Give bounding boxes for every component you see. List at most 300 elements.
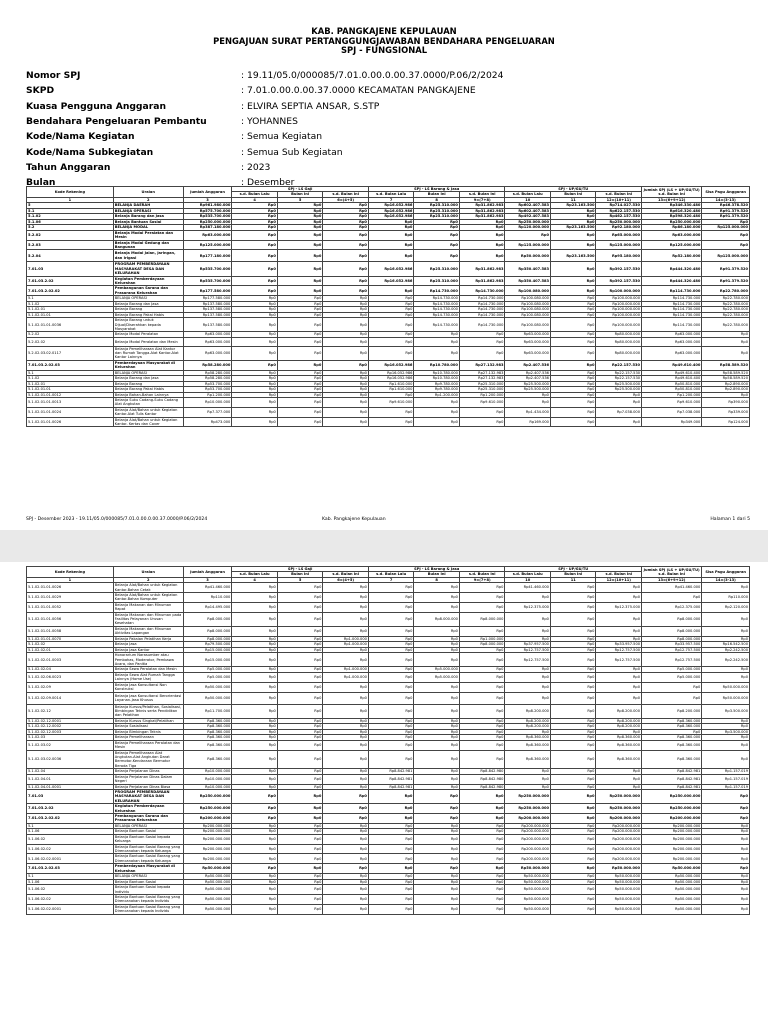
cell-kode: 5.1.06.02.02.0001 [27,854,114,864]
cell-amount: Rp0 [368,346,414,360]
cell-amount: Rp8.842.981 [642,769,702,775]
cell-amount: Rp25.310.000 [414,203,460,209]
cell-amount: Rp0 [232,844,278,854]
cell-amount: Rp53.700.000 [183,381,232,387]
cell-amount: Rp80.000.000 [596,346,642,360]
cell-amount: Rp0 [550,647,596,653]
col-up-sd-lalu: s.d. Bulan Lalu [505,572,551,577]
cell-amount: Rp200.000.000 [596,834,642,844]
cell-amount: Rp8.000.000 [183,636,232,642]
cell-amount: Rp0 [323,219,369,225]
info-label: Nomor SPJ [26,70,81,82]
table-row [27,318,750,332]
cell-kode: 5.2.02 [27,230,114,240]
column-number: 8 [414,197,460,202]
cell-amount: Rp137.580.000 [183,318,232,332]
table-row [27,407,750,417]
cell-amount: Rp0 [368,219,414,225]
col-group-barang-jasa: SPJ - LS Barang & Jasa [368,187,505,192]
cell-amount: Rp0 [277,740,323,750]
cell-amount: Rp0 [550,612,596,626]
col-up-sd-ini: s.d. Bulan Ini [596,192,642,197]
cell-amount: Rp0 [277,407,323,417]
cell-amount: Rp0 [277,735,323,741]
cell-uraian: Belanja Alat/Bahan untuk Kegiatan Kantor- Kertas dan Cover [113,417,183,427]
cell-amount: Rp1.000.000 [459,636,505,642]
cell-amount: Rp8.842.981 [642,774,702,784]
cell-amount: Rp0 [323,230,369,240]
cell-amount: Rp8.842.980 [459,784,505,790]
cell-amount: Rp0 [414,834,460,844]
cell-kode: 5.1.02.04.01 [27,774,114,784]
cell-amount: Rp250.000.000 [642,804,702,814]
cell-amount: Rp14.730.000 [459,286,505,296]
col-barang-bulan-ini: Bulan Ini [414,192,460,197]
col-kode-rekening: Kode Rekening [27,567,114,578]
cell-amount: Rp444.320.480 [642,262,702,276]
cell-amount: Rp2.890.000 [702,381,750,387]
cell-kode: 5.1.02.03.02 [27,740,114,750]
cell-kode: 5.1.02.02.09 [27,682,114,692]
cell-amount: Rp0 [277,593,323,603]
cell-amount: Rp0 [232,376,278,382]
cell-amount: Rp8.842.981 [368,769,414,775]
cell-amount: Rp0 [459,804,505,814]
cell-amount: Rp12.757.500 [642,647,702,653]
cell-uraian: Belanja Kursus/Pelatihan, Sosialisasi, Bimbingan Teknis serta Pendidikan dan Pelatihan [113,704,183,718]
cell-amount: Rp8.000.000 [183,612,232,626]
cell-amount: Rp0 [550,392,596,398]
cell-amount: Rp22.780.000 [702,286,750,296]
cell-amount: Rp0 [702,879,750,885]
header-title: PENGAJUAN SURAT PERTANGGUNGJAWABAN BENDAHARA PENGELUARAN [213,35,555,46]
column-number: 14=(3-13) [702,197,750,202]
cell-kode: 5.1.02.02.12.0002 [27,724,114,730]
col-group-up-gu-tu: SPJ - UP/GU/TU [505,567,642,572]
cell-amount: Rp0 [550,626,596,636]
cell-kode: 5.1 [27,874,114,880]
cell-amount: Rp0 [459,583,505,593]
cell-amount: Rp31.862.983 [459,276,505,286]
cell-amount: Rp535.700.000 [183,276,232,286]
cell-amount: Rp14.730.000 [459,296,505,302]
cell-amount: Rp0 [323,262,369,276]
cell-amount: Rp0 [550,823,596,829]
cell-amount: Rp250.000.000 [596,790,642,804]
cell-amount: Rp0 [414,240,460,250]
cell-amount: Rp0 [368,647,414,653]
cell-uraian: Belanja Pemeliharaan Peralatan dan Mesin [113,740,183,750]
cell-amount: Rp0 [459,682,505,692]
cell-amount: Rp16.052.986 [368,360,414,370]
cell-amount: Rp0 [368,225,414,231]
cell-amount: Rp25.500.000 [505,387,551,393]
cell-amount: Rp50.000.000 [183,874,232,880]
cell-amount: Rp0 [368,894,414,904]
cell-amount: Rp0 [232,879,278,885]
cell-amount: Rp0 [323,729,369,735]
cell-amount: Rp0 [232,692,278,704]
cell-amount: Rp58.280.000 [183,376,232,382]
cell-amount: Rp200.000.000 [505,844,551,854]
cell-amount: Rp200.000.000 [596,814,642,824]
cell-amount: Rp14.730.000 [414,286,460,296]
cell-amount: Rp0 [232,626,278,636]
table-row [27,286,750,296]
cell-amount: Rp8.200.000 [505,718,551,724]
cell-amount: Rp58.280.000 [183,370,232,376]
cell-uraian: BELANJA OPERASI [113,208,183,214]
cell-amount: Rp22.157.530 [596,376,642,382]
cell-amount: Rp0 [414,417,460,427]
cell-amount: Rp0 [323,804,369,814]
cell-amount: Rp0 [550,301,596,307]
col-gaji-sd-lalu: s.d. Bulan Lalu [232,572,278,577]
cell-amount: Rp0 [459,823,505,829]
cell-uraian: Belanja Bantuan Sosial Barang yang Direncanakan kepada Keluarga [113,844,183,854]
cell-amount: Rp50.810.000 [642,387,702,393]
cell-amount: Rp0 [414,854,460,864]
cell-amount: Rp0 [550,214,596,220]
cell-amount: Rp0 [550,844,596,854]
cell-amount: Rp0 [232,208,278,214]
cell-amount: Rp8.360.000 [596,735,642,741]
cell-amount: Rp0 [505,636,551,642]
cell-amount: Rp0 [414,769,460,775]
cell-amount: Rp0 [232,602,278,612]
cell-amount: Rp100.080.000 [505,312,551,318]
cell-amount: Rp50.000.000 [183,682,232,692]
cell-amount: Rp50.000.000 [596,885,642,895]
info-row-bendahara [26,114,746,129]
col-up-sd-ini: s.d. Bulan Ini [596,572,642,577]
col-up-sd-lalu: s.d. Bulan Lalu [505,192,551,197]
cell-amount: Rp0 [368,612,414,626]
cell-amount: Rp0 [277,718,323,724]
column-number: 14=(3-13) [702,577,750,582]
cell-amount: Rp8.360.000 [596,750,642,769]
cell-amount: Rp0 [232,612,278,626]
cell-amount: Rp0 [323,864,369,874]
col-barang-sd-lalu: s.d. Bulan Lalu [368,572,414,577]
cell-amount: Rp114.730.000 [642,286,702,296]
cell-amount: Rp200.000.000 [183,814,232,824]
cell-amount: Rp0 [459,879,505,885]
cell-amount: Rp0 [323,208,369,214]
cell-amount: Rp0 [596,692,642,704]
cell-amount: Rp63.000.000 [642,337,702,346]
cell-amount: Rp22.780.000 [702,307,750,313]
table-header [27,567,750,583]
column-number: 3 [183,577,232,582]
col-gaji-sd-lalu: s.d. Bulan Lalu [232,192,278,197]
cell-amount: Rp0 [368,230,414,240]
cell-amount: Rp0 [323,784,369,790]
cell-uraian: Belanja Modal Peralatan dan Mesin [113,230,183,240]
cell-amount: Rp50.000.000 [183,864,232,874]
cell-amount: Rp0 [596,392,642,398]
cell-kode: 5.1 [27,296,114,302]
cell-amount: Rp200.000.000 [183,823,232,829]
cell-uraian: Belanja Jasa Konsultansi Non Konstruksi [113,682,183,692]
cell-kode: 5.1.02.01.01.0013 [27,398,114,408]
cell-amount: Rp1.434.000 [505,407,551,417]
cell-amount: Rp0 [323,724,369,730]
cell-amount: Rp0 [232,392,278,398]
cell-amount: Rp12.757.500 [505,653,551,667]
cell-amount: Rp0 [232,219,278,225]
cell-uraian: Belanja Perjalanan Dinas [113,769,183,775]
cell-amount: Rp0 [232,381,278,387]
cell-kode: 5.1 [27,208,114,214]
cell-amount: Rp12.757.500 [596,647,642,653]
cell-amount: Rp0 [232,214,278,220]
cell-kode: 5.1.02.01.01.0026 [27,417,114,427]
cell-amount: Rp0 [550,904,596,914]
cell-amount: Rp0 [459,854,505,864]
cell-amount: Rp63.000.000 [183,332,232,338]
cell-amount: Rp0 [414,636,460,642]
cell-amount: Rp0 [323,854,369,864]
cell-amount: Rp0 [232,790,278,804]
cell-kode: 5.1.02.01.01.0070 [27,636,114,642]
cell-amount: Rp8.000.000 [183,626,232,636]
cell-kode: 5.1.02.01.01.0056 [27,612,114,626]
cell-amount: Rp0 [702,790,750,804]
cell-amount: Rp37.957.500 [505,642,551,648]
cell-uraian: Belanja Barang dan Jasa [113,301,183,307]
cell-uraian: Belanja Suku Cadang-Suku Cadang Alat Angkutan [113,398,183,408]
cell-amount: Rp49.610.400 [642,360,702,370]
cell-amount: Rp0 [368,864,414,874]
cell-amount: Rp100.000.000 [596,318,642,332]
cell-amount: Rp0 [232,667,278,673]
cell-amount: Rp0 [368,829,414,835]
cell-amount: Rp27.132.983 [459,370,505,376]
col-jumlah-anggaran: Jumlah Anggaran [183,187,232,198]
cell-kode: 7.01.03.2.02.02 [27,814,114,824]
cell-amount: Rp0 [414,250,460,262]
info-label: Bendahara Pengeluaran Pembantu [26,116,207,128]
cell-kode: 5.1.02.03.02.0036 [27,750,114,769]
cell-amount: Rp0 [323,874,369,880]
cell-amount: Rp492.407.583 [505,214,551,220]
cell-amount: Rp14.730.000 [459,312,505,318]
cell-kode: 5.2.04 [27,250,114,262]
column-number: 2 [113,577,183,582]
info-value: : 7.01.0.00.0.00.37.0000 KECAMATAN PANGKAJENE [241,85,476,97]
cell-amount: Rp0 [459,346,505,360]
cell-amount: Rp80.000.000 [596,332,642,338]
cell-amount: Rp110.000 [183,593,232,603]
info-row-subkegiatan [26,144,746,159]
cell-amount: Rp46.378.520 [702,203,750,209]
cell-amount: Rp50.000.000 [183,879,232,885]
cell-amount: Rp250.000.000 [505,804,551,814]
cell-amount: Rp0 [277,262,323,276]
cell-amount: Rp50.000.000 [596,879,642,885]
table-row [27,854,750,864]
cell-kode: 5.1.02.01.01.0052 [27,602,114,612]
cell-amount: Rp0 [277,844,323,854]
cell-amount: Rp0 [414,844,460,854]
cell-amount: Rp0 [277,360,323,370]
cell-amount: Rp200.000.000 [505,854,551,864]
cell-amount: Rp0 [323,790,369,804]
cell-amount: Rp0 [368,583,414,593]
cell-uraian: Belanja Sosialisasi [113,724,183,730]
cell-amount: Rp23.163.500 [550,203,596,209]
cell-amount: Rp0 [368,318,414,332]
column-number: 3 [183,197,232,202]
cell-amount: Rp0 [323,381,369,387]
cell-amount: Rp124.000 [702,417,750,427]
cell-amount: Rp0 [323,240,369,250]
cell-amount: Rp0 [459,704,505,718]
cell-amount: Rp0 [323,626,369,636]
cell-amount: Rp0 [596,417,642,427]
cell-amount: Rp0 [702,823,750,829]
cell-amount: Rp0 [550,653,596,667]
cell-amount: Rp0 [459,735,505,741]
cell-kode: 5.1.06.02.02 [27,894,114,904]
cell-amount: Rp0 [368,286,414,296]
cell-amount: Rp16.052.986 [368,203,414,209]
cell-amount: Rp0 [459,240,505,250]
cell-uraian: Belanja Jasa Kantor [113,647,183,653]
cell-amount: Rp0 [277,636,323,642]
cell-amount: Rp50.000.000 [702,682,750,692]
cell-uraian: Belanja Bahan-Bahan Lainnya [113,392,183,398]
cell-amount: Rp25.310.000 [414,208,460,214]
cell-amount: Rp0 [550,774,596,784]
cell-amount: Rp137.580.000 [183,307,232,313]
cell-amount: Rp14.495.000 [183,602,232,612]
cell-amount: Rp0 [232,735,278,741]
cell-amount: Rp0 [505,729,551,735]
cell-amount: Rp0 [323,286,369,296]
cell-amount: Rp0 [323,834,369,844]
cell-uraian: Belanja Bantuan Sosial Barang yang Direncanakan kepada Individu [113,894,183,904]
cell-amount: Rp0 [323,653,369,667]
cell-amount: Rp0 [459,904,505,914]
cell-amount: Rp0 [232,225,278,231]
cell-amount: Rp0 [277,208,323,214]
table-row [27,262,750,276]
cell-amount: Rp0 [642,682,702,692]
cell-kode: 5.1.02.01.01.0024 [27,407,114,417]
cell-amount: Rp0 [277,417,323,427]
cell-amount: Rp0 [550,417,596,427]
cell-amount: Rp0 [459,219,505,225]
cell-amount: Rp387.180.000 [183,225,232,231]
cell-kode: 5.1.06 [27,219,114,225]
cell-amount: Rp0 [550,769,596,775]
cell-amount: Rp8.360.000 [505,750,551,769]
cell-amount: Rp14.730.000 [459,301,505,307]
cell-amount: Rp200.000.000 [642,834,702,844]
cell-amount: Rp0 [550,360,596,370]
cell-kode: 5.1.02.01.01 [27,387,114,393]
cell-amount: Rp8.842.980 [459,774,505,784]
col-barang-sd-ini: s.d. Bulan Ini [459,572,505,577]
cell-amount: Rp0 [323,740,369,750]
cell-amount: Rp0 [277,823,323,829]
cell-amount: Rp0 [550,667,596,673]
cell-amount: Rp0 [277,894,323,904]
cell-amount: Rp63.000.000 [183,230,232,240]
cell-kode: 5.2.02 [27,332,114,338]
cell-uraian: BELANJA OPERASI [113,370,183,376]
cell-amount: Rp0 [323,750,369,769]
cell-amount: Rp0 [232,834,278,844]
column-number: 6=(4+5) [323,577,369,582]
cell-amount: Rp0 [323,312,369,318]
info-label: Bulan [26,177,56,189]
table-row [27,814,750,824]
cell-kode: 7.01.03 [27,790,114,804]
cell-amount: Rp0 [702,735,750,741]
cell-amount: Rp8.360.000 [642,740,702,750]
cell-amount: Rp0 [277,790,323,804]
cell-amount: Rp0 [550,692,596,704]
cell-amount: Rp0 [414,885,460,895]
cell-kode: 5.1.02.01.01.0036 [27,318,114,332]
cell-amount: Rp0 [323,583,369,593]
cell-amount: Rp9.610.000 [368,398,414,408]
cell-amount: Rp0 [232,864,278,874]
cell-amount: Rp0 [232,894,278,904]
cell-amount: Rp0 [277,307,323,313]
cell-amount: Rp114.730.000 [642,301,702,307]
info-row-kuasa-pengguna [26,99,746,114]
cell-amount: Rp0 [550,885,596,895]
footer-page-number: Halaman 1 dari 5 [710,517,750,522]
column-number: 7 [368,197,414,202]
cell-amount: Rp0 [550,804,596,814]
cell-amount: Rp0 [459,653,505,667]
cell-amount: Rp100.080.000 [505,307,551,313]
cell-amount: Rp1.157.019 [702,784,750,790]
cell-amount: Rp41.460.000 [183,583,232,593]
col-sisa-pagu: Sisa Pagu Anggaran [702,187,750,198]
cell-amount: Rp0 [277,392,323,398]
cell-amount: Rp10.000.000 [183,784,232,790]
cell-amount: Rp0 [702,332,750,338]
cell-amount: Rp0 [277,653,323,667]
cell-amount: Rp0 [277,704,323,718]
cell-amount: Rp0 [323,885,369,895]
cell-amount: Rp16.052.986 [368,276,414,286]
cell-uraian: Belanja Bantuan Sosial Barang yang Direncanakan kepada Individu [113,904,183,914]
cell-amount: Rp473.000 [183,417,232,427]
cell-amount: Rp0 [277,219,323,225]
cell-kode: 5.1.02.01 [27,307,114,313]
cell-amount: Rp100.000.000 [596,296,642,302]
cell-amount: Rp0 [702,829,750,835]
cell-amount: Rp0 [277,647,323,653]
cell-amount: Rp12.375.000 [642,602,702,612]
cell-amount: Rp0 [414,740,460,750]
cell-amount: Rp0 [702,844,750,854]
cell-amount: Rp14.730.000 [414,312,460,318]
cell-amount: Rp0 [550,790,596,804]
cell-amount: Rp0 [277,370,323,376]
cell-amount: Rp14.730.000 [414,307,460,313]
cell-amount: Rp0 [550,312,596,318]
cell-amount: Rp0 [323,417,369,427]
cell-amount: Rp0 [232,823,278,829]
